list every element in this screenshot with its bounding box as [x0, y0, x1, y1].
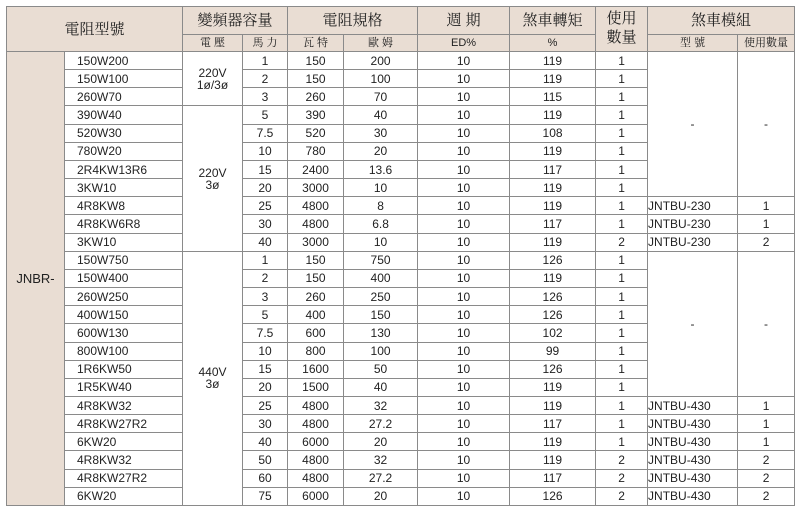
horsepower-cell: 40 [243, 433, 288, 451]
torque-cell: 119 [510, 451, 596, 469]
usage-qty-cell: 1 [596, 288, 648, 306]
voltage-group-cell: 220V 3ø [183, 106, 243, 251]
watt-cell: 260 [288, 88, 344, 106]
ed-cell: 10 [418, 451, 510, 469]
module-qty-cell: 1 [738, 197, 795, 215]
module-qty-cell: 2 [738, 487, 795, 505]
usage-qty-cell: 2 [596, 487, 648, 505]
ed-cell: 10 [418, 233, 510, 251]
table-row [7, 487, 795, 505]
horsepower-cell: 25 [243, 197, 288, 215]
module-type-cell: JNTBU-430 [648, 415, 738, 433]
ohm-cell: 8 [344, 197, 418, 215]
ed-cell: 10 [418, 106, 510, 124]
model-cell: 4R8KW8 [65, 197, 183, 215]
model-cell: 2R4KW13R6 [65, 160, 183, 178]
ohm-cell: 30 [344, 124, 418, 142]
table-row [7, 451, 795, 469]
ohm-cell: 100 [344, 342, 418, 360]
model-cell: 150W750 [65, 251, 183, 269]
torque-cell: 119 [510, 433, 596, 451]
watt-cell: 4800 [288, 197, 344, 215]
module-qty-cell: 2 [738, 233, 795, 251]
header-brake-torque: 煞車轉矩 [510, 7, 596, 35]
watt-cell: 780 [288, 142, 344, 160]
usage-qty-cell: 1 [596, 324, 648, 342]
ohm-cell: 10 [344, 233, 418, 251]
torque-cell: 117 [510, 160, 596, 178]
horsepower-cell: 50 [243, 451, 288, 469]
torque-cell: 119 [510, 396, 596, 414]
ohm-cell: 20 [344, 433, 418, 451]
horsepower-cell: 75 [243, 487, 288, 505]
ed-cell: 10 [418, 487, 510, 505]
ed-cell: 10 [418, 70, 510, 88]
ohm-cell: 100 [344, 70, 418, 88]
header-usage-qty: 使用 數量 [596, 7, 648, 52]
table-row [7, 469, 795, 487]
horsepower-cell: 5 [243, 306, 288, 324]
header-model: 電阻型號 [7, 7, 183, 52]
ohm-cell: 20 [344, 487, 418, 505]
ed-cell: 10 [418, 378, 510, 396]
ohm-cell: 70 [344, 88, 418, 106]
horsepower-cell: 30 [243, 215, 288, 233]
ohm-cell: 13.6 [344, 160, 418, 178]
module-type-cell: JNTBU-430 [648, 451, 738, 469]
watt-cell: 260 [288, 288, 344, 306]
ed-cell: 10 [418, 324, 510, 342]
model-cell: 150W200 [65, 52, 183, 70]
watt-cell: 800 [288, 342, 344, 360]
ohm-cell: 27.2 [344, 469, 418, 487]
horsepower-cell: 7.5 [243, 324, 288, 342]
header-percent: % [510, 35, 596, 52]
module-qty-none: - [738, 251, 795, 396]
usage-qty-cell: 1 [596, 415, 648, 433]
model-cell: 260W250 [65, 288, 183, 306]
watt-cell: 6000 [288, 433, 344, 451]
table-row [7, 396, 795, 414]
torque-cell: 119 [510, 106, 596, 124]
module-qty-cell: 1 [738, 433, 795, 451]
module-qty-cell: 1 [738, 396, 795, 414]
model-cell: 4R8KW27R2 [65, 415, 183, 433]
watt-cell: 400 [288, 306, 344, 324]
horsepower-cell: 20 [243, 378, 288, 396]
torque-cell: 117 [510, 215, 596, 233]
horsepower-cell: 20 [243, 179, 288, 197]
torque-cell: 126 [510, 251, 596, 269]
horsepower-cell: 7.5 [243, 124, 288, 142]
usage-qty-cell: 2 [596, 451, 648, 469]
model-cell: 150W100 [65, 70, 183, 88]
watt-cell: 4800 [288, 469, 344, 487]
model-cell: 600W130 [65, 324, 183, 342]
model-cell: 800W100 [65, 342, 183, 360]
module-type-cell: JNTBU-430 [648, 487, 738, 505]
watt-cell: 6000 [288, 487, 344, 505]
model-cell: 1R6KW50 [65, 360, 183, 378]
watt-cell: 2400 [288, 160, 344, 178]
usage-qty-cell: 1 [596, 378, 648, 396]
module-type-cell: JNTBU-430 [648, 433, 738, 451]
torque-cell: 126 [510, 360, 596, 378]
watt-cell: 3000 [288, 179, 344, 197]
model-cell: 4R8KW32 [65, 396, 183, 414]
torque-cell: 126 [510, 487, 596, 505]
header-brake-module: 煞車模組 [648, 7, 795, 35]
table-row [7, 233, 795, 251]
watt-cell: 4800 [288, 396, 344, 414]
usage-qty-cell: 1 [596, 306, 648, 324]
torque-cell: 119 [510, 52, 596, 70]
watt-cell: 4800 [288, 451, 344, 469]
header-ohm: 歐 姆 [344, 35, 418, 52]
header-module-type: 型 號 [648, 35, 738, 52]
ohm-cell: 27.2 [344, 415, 418, 433]
model-cell: 400W150 [65, 306, 183, 324]
torque-cell: 119 [510, 142, 596, 160]
horsepower-cell: 60 [243, 469, 288, 487]
ohm-cell: 10 [344, 179, 418, 197]
ed-cell: 10 [418, 179, 510, 197]
watt-cell: 390 [288, 106, 344, 124]
ohm-cell: 50 [344, 360, 418, 378]
module-type-none: - [648, 251, 738, 396]
torque-cell: 119 [510, 233, 596, 251]
torque-cell: 119 [510, 269, 596, 287]
ed-cell: 10 [418, 360, 510, 378]
module-qty-none: - [738, 52, 795, 197]
ohm-cell: 400 [344, 269, 418, 287]
ed-cell: 10 [418, 269, 510, 287]
ohm-cell: 40 [344, 106, 418, 124]
ohm-cell: 32 [344, 451, 418, 469]
ed-cell: 10 [418, 342, 510, 360]
usage-qty-cell: 1 [596, 269, 648, 287]
ed-cell: 10 [418, 396, 510, 414]
table-row [7, 52, 795, 70]
torque-cell: 119 [510, 179, 596, 197]
header-watt: 瓦 特 [288, 35, 344, 52]
ed-cell: 10 [418, 160, 510, 178]
module-type-none: - [648, 52, 738, 197]
ohm-cell: 40 [344, 378, 418, 396]
torque-cell: 108 [510, 124, 596, 142]
table-row [7, 433, 795, 451]
usage-qty-cell: 1 [596, 433, 648, 451]
usage-qty-cell: 1 [596, 106, 648, 124]
watt-cell: 520 [288, 124, 344, 142]
ed-cell: 10 [418, 215, 510, 233]
spec-table [6, 6, 795, 506]
module-qty-cell: 1 [738, 415, 795, 433]
ed-cell: 10 [418, 142, 510, 160]
header-voltage: 電 壓 [183, 35, 243, 52]
ed-cell: 10 [418, 197, 510, 215]
series-prefix: JNBR- [7, 52, 65, 506]
horsepower-cell: 25 [243, 396, 288, 414]
usage-qty-cell: 1 [596, 251, 648, 269]
torque-cell: 102 [510, 324, 596, 342]
torque-cell: 126 [510, 288, 596, 306]
torque-cell: 119 [510, 197, 596, 215]
ohm-cell: 200 [344, 52, 418, 70]
usage-qty-cell: 1 [596, 360, 648, 378]
header-module-qty: 使用數量 [738, 35, 795, 52]
voltage-group-cell: 440V 3ø [183, 251, 243, 505]
ohm-cell: 6.8 [344, 215, 418, 233]
ohm-cell: 32 [344, 396, 418, 414]
horsepower-cell: 10 [243, 342, 288, 360]
ohm-cell: 20 [344, 142, 418, 160]
module-qty-cell: 2 [738, 469, 795, 487]
model-cell: 520W30 [65, 124, 183, 142]
ed-cell: 10 [418, 306, 510, 324]
usage-qty-cell: 1 [596, 342, 648, 360]
watt-cell: 1500 [288, 378, 344, 396]
module-type-cell: JNTBU-430 [648, 469, 738, 487]
ohm-cell: 750 [344, 251, 418, 269]
torque-cell: 119 [510, 378, 596, 396]
usage-qty-cell: 2 [596, 469, 648, 487]
usage-qty-cell: 1 [596, 142, 648, 160]
watt-cell: 150 [288, 52, 344, 70]
ed-cell: 10 [418, 52, 510, 70]
horsepower-cell: 10 [243, 142, 288, 160]
module-type-cell: JNTBU-230 [648, 233, 738, 251]
table-row [7, 415, 795, 433]
model-cell: 780W20 [65, 142, 183, 160]
usage-qty-cell: 2 [596, 233, 648, 251]
header-resistor-spec: 電阻規格 [288, 7, 418, 35]
usage-qty-cell: 1 [596, 88, 648, 106]
ed-cell: 10 [418, 415, 510, 433]
horsepower-cell: 1 [243, 52, 288, 70]
module-type-cell: JNTBU-230 [648, 197, 738, 215]
ed-cell: 10 [418, 251, 510, 269]
usage-qty-cell: 1 [596, 124, 648, 142]
ed-cell: 10 [418, 288, 510, 306]
torque-cell: 117 [510, 415, 596, 433]
torque-cell: 119 [510, 70, 596, 88]
table-row [7, 197, 795, 215]
ed-cell: 10 [418, 124, 510, 142]
module-qty-cell: 1 [738, 215, 795, 233]
usage-qty-cell: 1 [596, 197, 648, 215]
model-cell: 390W40 [65, 106, 183, 124]
module-qty-cell: 2 [738, 451, 795, 469]
usage-qty-cell: 1 [596, 160, 648, 178]
watt-cell: 1600 [288, 360, 344, 378]
ohm-cell: 250 [344, 288, 418, 306]
ohm-cell: 130 [344, 324, 418, 342]
module-type-cell: JNTBU-430 [648, 396, 738, 414]
torque-cell: 126 [510, 306, 596, 324]
model-cell: 4R8KW32 [65, 451, 183, 469]
model-cell: 150W400 [65, 269, 183, 287]
model-cell: 4R8KW27R2 [65, 469, 183, 487]
model-cell: 3KW10 [65, 179, 183, 197]
table-row [7, 215, 795, 233]
horsepower-cell: 30 [243, 415, 288, 433]
ed-cell: 10 [418, 433, 510, 451]
model-cell: 3KW10 [65, 233, 183, 251]
model-cell: 1R5KW40 [65, 378, 183, 396]
header-inverter-capacity: 變頻器容量 [183, 7, 288, 35]
usage-qty-cell: 1 [596, 396, 648, 414]
usage-qty-cell: 1 [596, 70, 648, 88]
watt-cell: 150 [288, 70, 344, 88]
torque-cell: 99 [510, 342, 596, 360]
horsepower-cell: 3 [243, 88, 288, 106]
header-period: 週 期 [418, 7, 510, 35]
watt-cell: 150 [288, 269, 344, 287]
horsepower-cell: 2 [243, 269, 288, 287]
ed-cell: 10 [418, 469, 510, 487]
model-cell: 260W70 [65, 88, 183, 106]
table-header [7, 7, 795, 52]
watt-cell: 150 [288, 251, 344, 269]
watt-cell: 3000 [288, 233, 344, 251]
horsepower-cell: 15 [243, 160, 288, 178]
voltage-group-cell: 220V 1ø/3ø [183, 52, 243, 106]
horsepower-cell: 3 [243, 288, 288, 306]
torque-cell: 117 [510, 469, 596, 487]
header-horsepower: 馬 力 [243, 35, 288, 52]
torque-cell: 115 [510, 88, 596, 106]
horsepower-cell: 2 [243, 70, 288, 88]
ed-cell: 10 [418, 88, 510, 106]
usage-qty-cell: 1 [596, 179, 648, 197]
model-cell: 6KW20 [65, 487, 183, 505]
horsepower-cell: 40 [243, 233, 288, 251]
usage-qty-cell: 1 [596, 52, 648, 70]
horsepower-cell: 1 [243, 251, 288, 269]
watt-cell: 4800 [288, 215, 344, 233]
horsepower-cell: 15 [243, 360, 288, 378]
table-body [7, 52, 795, 506]
ohm-cell: 150 [344, 306, 418, 324]
watt-cell: 600 [288, 324, 344, 342]
table-row [7, 251, 795, 269]
watt-cell: 4800 [288, 415, 344, 433]
model-cell: 4R8KW6R8 [65, 215, 183, 233]
module-type-cell: JNTBU-230 [648, 215, 738, 233]
horsepower-cell: 5 [243, 106, 288, 124]
header-ed: ED% [418, 35, 510, 52]
usage-qty-cell: 1 [596, 215, 648, 233]
model-cell: 6KW20 [65, 433, 183, 451]
